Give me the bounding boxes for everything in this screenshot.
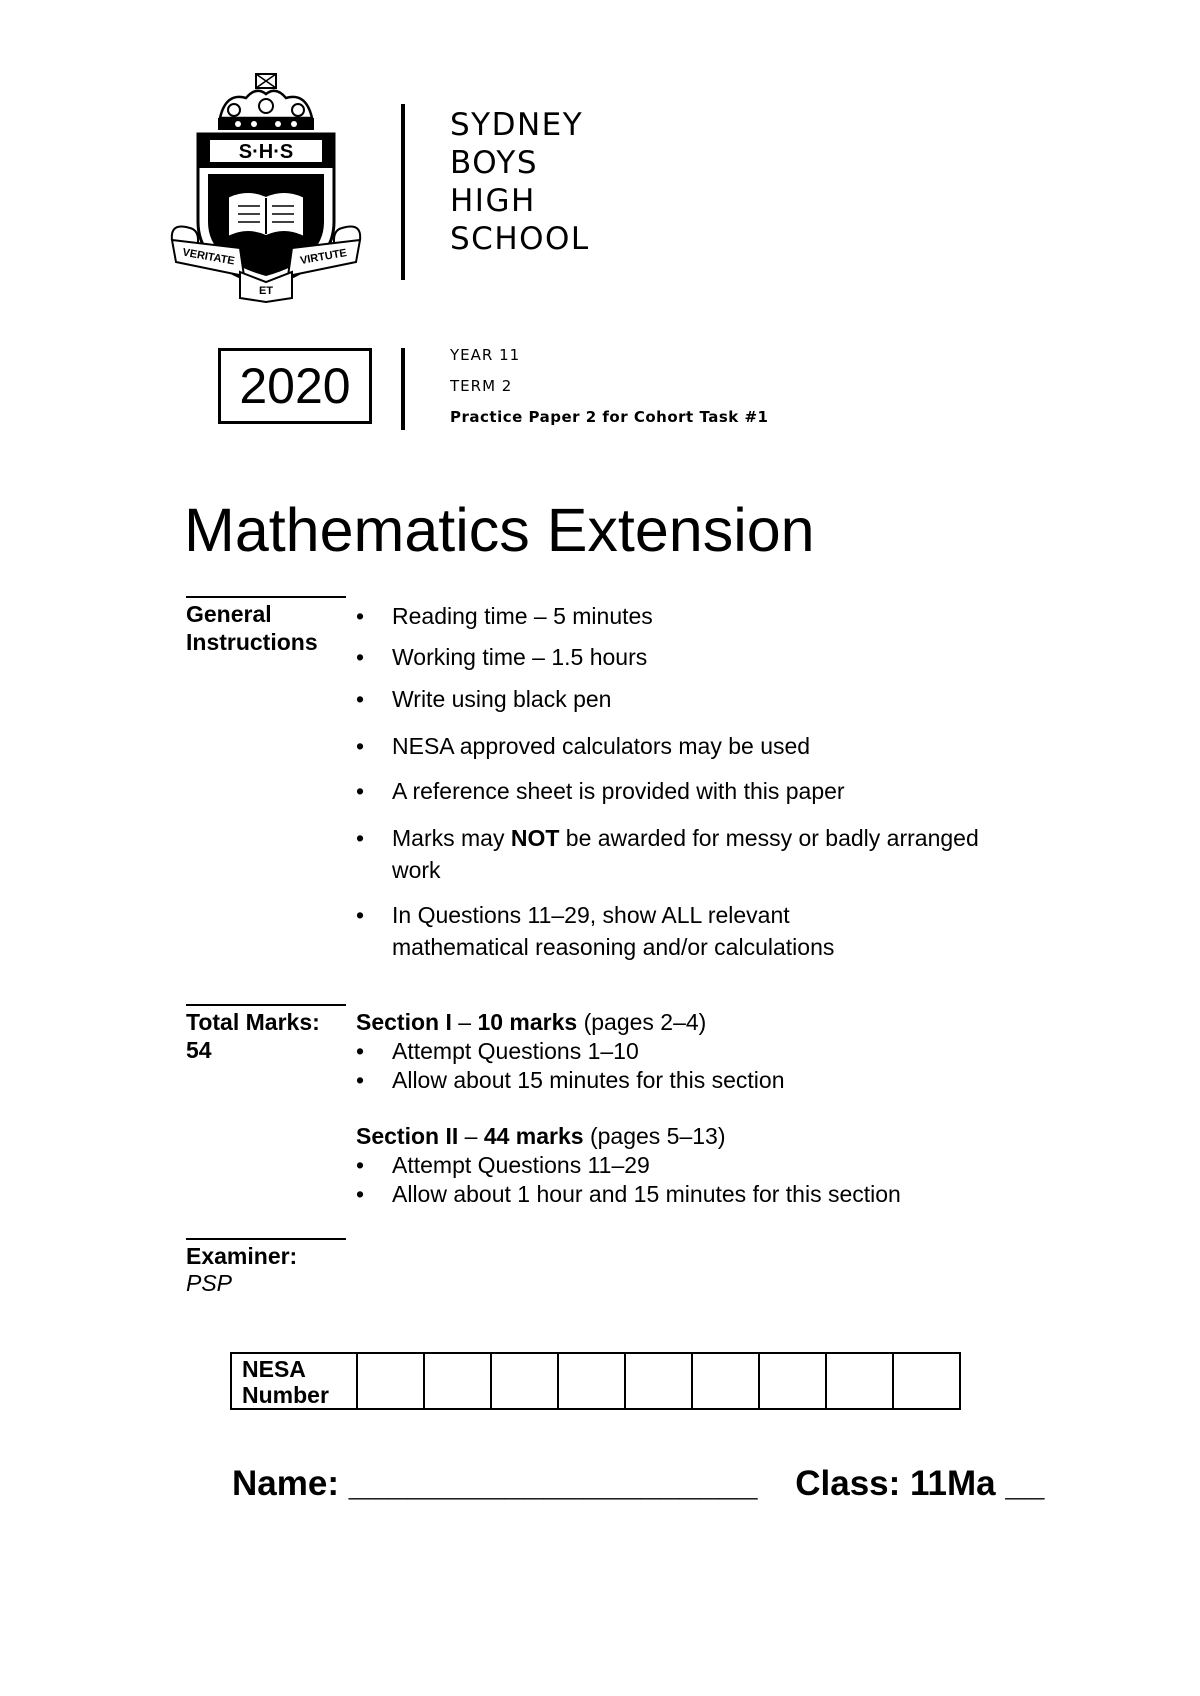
school-name-line-1: SYDNEY	[450, 107, 584, 143]
nesa-digit-box[interactable]	[625, 1353, 692, 1409]
name-label: Name:	[232, 1464, 339, 1503]
section-2-item: • Attempt Questions 11–29	[356, 1152, 650, 1178]
crest-initials: S·H·S	[238, 141, 294, 163]
nesa-digit-box[interactable]	[759, 1353, 826, 1409]
paper-name: Practice Paper 2 for Cohort Task #1	[450, 408, 769, 426]
header-divider-bottom	[401, 348, 405, 430]
section-1-list	[352, 1037, 784, 1095]
term: TERM 2	[450, 377, 513, 395]
name-class-line	[232, 1464, 1044, 1504]
header-divider-top	[401, 104, 405, 280]
instruction-item: • Marks may NOT be awarded for messy or badly arranged work	[356, 825, 979, 883]
section-2-item: • Allow about 1 hour and 15 minutes for this section	[356, 1181, 901, 1207]
motto-right: VIRTUTE	[299, 247, 348, 268]
section-1-heading: Section I – 10 marks (pages 2–4)	[356, 1009, 707, 1035]
instruction-item: • Working time – 1.5 hours	[356, 644, 648, 670]
year-level: YEAR 11	[450, 346, 521, 364]
instruction-item: • NESA approved calculators may be used	[356, 733, 811, 759]
school-crest-logo	[168, 72, 364, 304]
nesa-number-label: NESA Number	[231, 1353, 357, 1409]
year-box: 2020	[218, 348, 372, 424]
instruction-item: • Reading time – 5 minutes	[356, 603, 653, 629]
school-name-line-4: SCHOOL	[450, 221, 590, 257]
school-name-line-2: BOYS	[450, 145, 539, 181]
general-instructions-rule	[186, 596, 346, 598]
school-name	[450, 106, 590, 258]
nesa-digit-box[interactable]	[893, 1353, 960, 1409]
class-blank[interactable]: __	[1005, 1464, 1045, 1503]
section-2-heading: Section II – 44 marks (pages 5–13)	[356, 1123, 726, 1149]
nesa-digit-box[interactable]	[424, 1353, 491, 1409]
open-book-icon	[230, 194, 302, 234]
nesa-digit-box[interactable]	[692, 1353, 759, 1409]
crown-icon	[218, 74, 314, 130]
section-2-list	[352, 1151, 901, 1209]
school-name-line-3: HIGH	[450, 183, 536, 219]
nesa-digit-box[interactable]	[558, 1353, 625, 1409]
examiner-label: Examiner:	[186, 1243, 298, 1269]
general-instructions-label-line-2: Instructions	[186, 629, 318, 655]
total-marks-value: 54	[186, 1037, 212, 1063]
name-blank[interactable]: _____________________	[348, 1464, 758, 1503]
page-title: Mathematics Extension	[184, 496, 815, 564]
nesa-digit-box[interactable]	[491, 1353, 558, 1409]
general-instructions-list	[352, 600, 1042, 963]
motto-left: VERITATE	[181, 246, 236, 268]
instruction-item: • A reference sheet is provided with this paper	[356, 778, 845, 804]
nesa-number-table	[230, 1352, 961, 1410]
nesa-digit-box[interactable]	[357, 1353, 424, 1409]
instruction-item: • In Questions 11–29, show ALL relevant mathematical reasoning and/or calculations	[356, 902, 835, 960]
total-marks-rule	[186, 1004, 346, 1006]
section-1-item: • Attempt Questions 1–10	[356, 1038, 639, 1064]
instruction-item: • Write using black pen	[356, 686, 612, 712]
examiner-rule	[186, 1238, 346, 1240]
total-marks-label-text: Total Marks:	[186, 1009, 320, 1035]
general-instructions-label	[186, 600, 318, 656]
nesa-digit-box[interactable]	[826, 1353, 893, 1409]
section-1-item: • Allow about 15 minutes for this section	[356, 1067, 785, 1093]
total-marks-label	[186, 1008, 320, 1064]
examiner-value: PSP	[186, 1270, 233, 1296]
motto-middle: ET	[258, 285, 274, 297]
class-label: Class: 11Ma	[795, 1464, 996, 1503]
general-instructions-label-line-1: General	[186, 601, 272, 627]
